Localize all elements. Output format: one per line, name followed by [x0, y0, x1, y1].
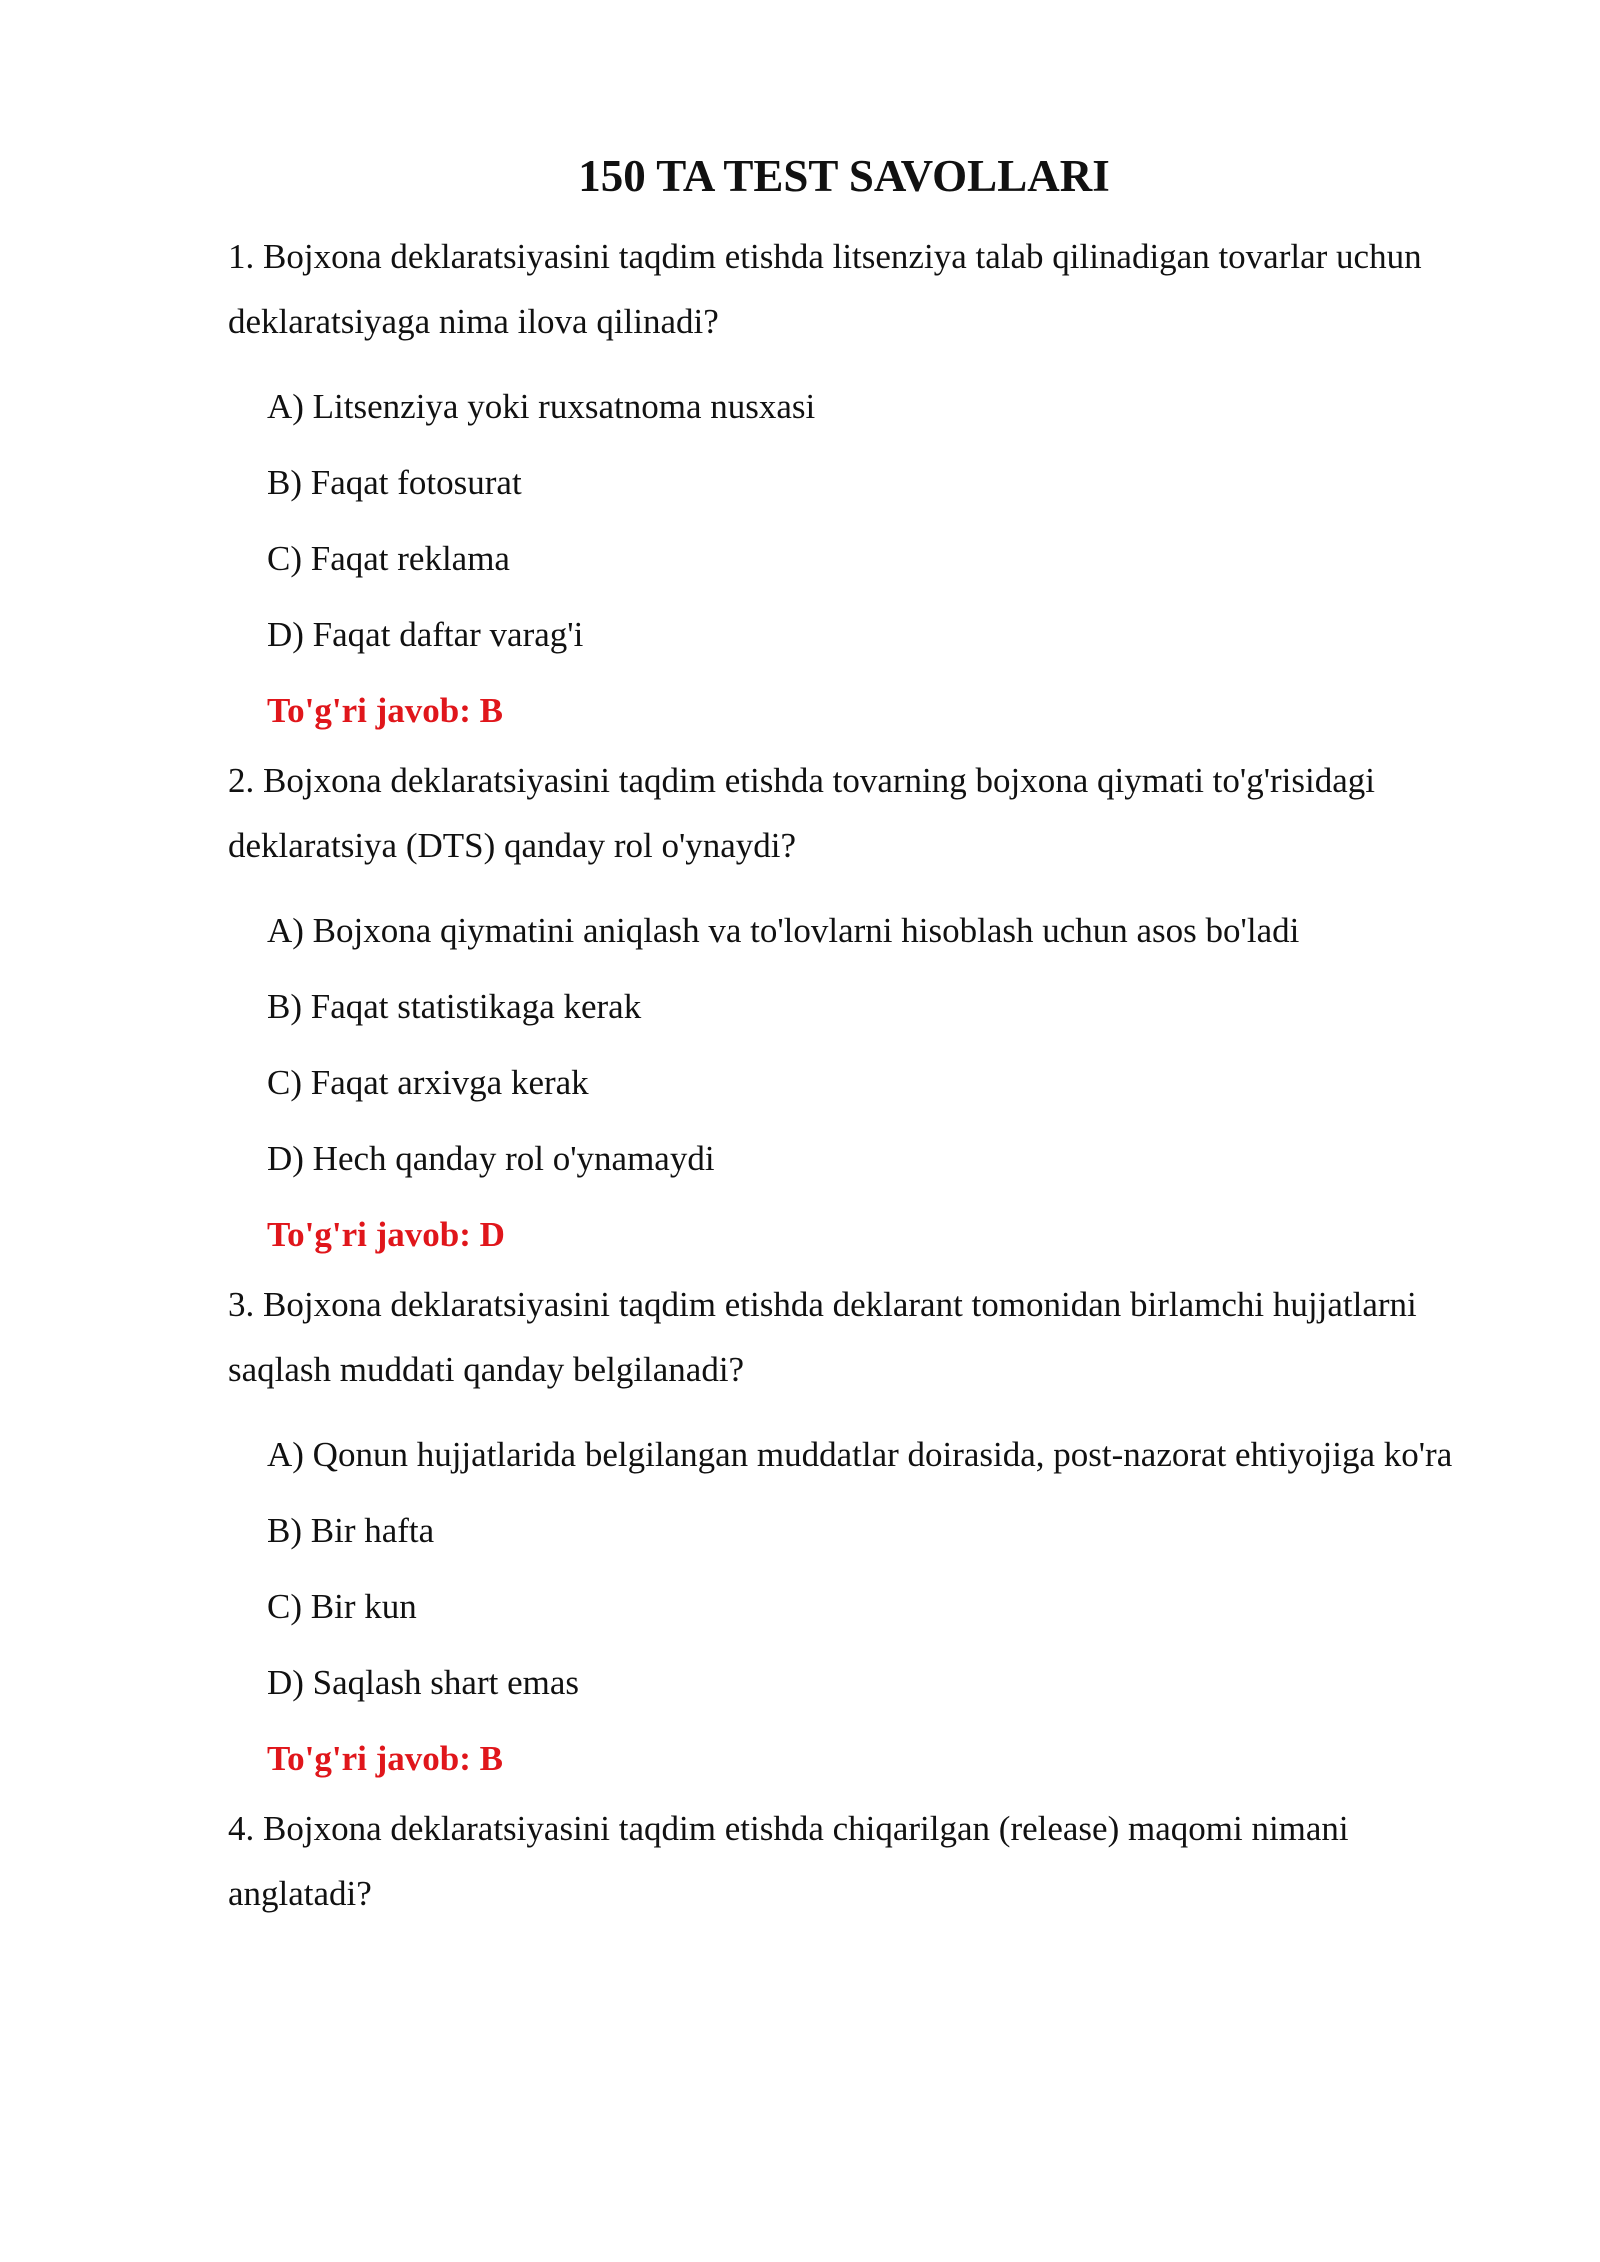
option-b: B) Faqat statistikaga kerak [267, 987, 642, 1026]
question-text: 1. Bojxona deklaratsiyasini taqdim etishda litsenziya talab qilinadigan tovarlar uchun deklaratsiyaga nima ilova qilinadi? [228, 237, 1422, 341]
question-block-2 [228, 748, 1460, 1260]
option-a: A) Bojxona qiymatini aniqlash va to'lovlarni hisoblash uchun asos bo'ladi [267, 911, 1300, 950]
option-d: D) Faqat daftar varag'i [267, 615, 584, 654]
option-list [267, 1430, 1460, 1708]
option-c: C) Faqat reklama [267, 539, 510, 578]
question-text: 3. Bojxona deklaratsiyasini taqdim etishda deklarant tomonidan birlamchi hujjatlarni saqlash muddati qanday belgilanadi? [228, 1285, 1417, 1389]
option-c: C) Bir kun [267, 1587, 417, 1626]
correct-answer: To'g'ri javob: B [267, 1739, 503, 1778]
correct-answer: To'g'ri javob: D [267, 1215, 505, 1254]
question-text: 2. Bojxona deklaratsiyasini taqdim etishda tovarning bojxona qiymati to'g'risidagi deklaratsiya (DTS) qanday rol o'ynaydi? [228, 761, 1376, 865]
question-block-4 [228, 1796, 1460, 1926]
option-c: C) Faqat arxivga kerak [267, 1063, 589, 1102]
option-d: D) Hech qanday rol o'ynamaydi [267, 1139, 715, 1178]
correct-answer: To'g'ri javob: B [267, 691, 503, 730]
option-list [267, 382, 1460, 660]
page-title: 150 TA TEST SAVOLLARI [578, 151, 1110, 201]
question-block-1 [228, 224, 1460, 736]
option-a: A) Litsenziya yoki ruxsatnoma nusxasi [267, 387, 816, 426]
question-block-3 [228, 1272, 1460, 1784]
option-b: B) Faqat fotosurat [267, 463, 522, 502]
option-a: A) Qonun hujjatlarida belgilangan muddatlar doirasida, post-nazorat ehtiyojiga ko'ra [267, 1435, 1453, 1474]
option-list [267, 906, 1460, 1184]
option-b: B) Bir hafta [267, 1511, 435, 1550]
option-d: D) Saqlash shart emas [267, 1663, 580, 1702]
question-text: 4. Bojxona deklaratsiyasini taqdim etishda chiqarilgan (release) maqomi nimani anglatadi? [228, 1809, 1349, 1913]
